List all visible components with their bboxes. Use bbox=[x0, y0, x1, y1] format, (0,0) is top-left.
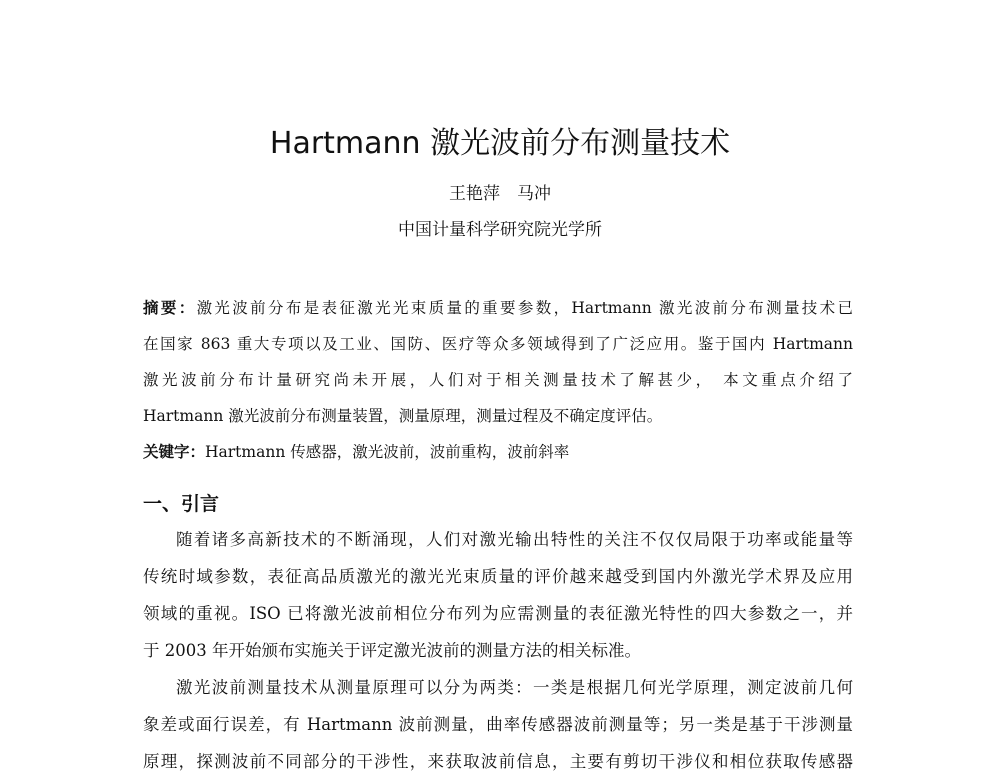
abstract-line: Hartmann 激光波前分布测量装置，测量原理，测量过程及不确定度评估。 bbox=[143, 407, 663, 425]
abstract-block bbox=[143, 290, 853, 434]
keywords-line bbox=[143, 436, 853, 468]
section-body bbox=[143, 521, 853, 771]
section-heading: 一、引言 bbox=[143, 493, 220, 515]
abstract-line bbox=[143, 290, 853, 326]
paragraph-line: 激光波前测量技术从测量原理可以分为两类：一类是根据几何光学原理，测定波前几何 bbox=[176, 678, 853, 697]
paragraph-line: 领域的重视。ISO 已将激光波前相位分布列为应需测量的表征激光特性的四大参数之一，并 bbox=[143, 604, 853, 623]
paragraph-line: 于 2003 年开始颁布实施关于评定激光波前的测量方法的相关标准。 bbox=[143, 641, 641, 660]
paragraph-line: 原理，探测波前不同部分的干涉性，来获取波前信息，主要有剪切干涉仪和相位获取传感器 bbox=[143, 752, 853, 771]
keywords-label: 关键字： bbox=[143, 442, 206, 461]
paper-affiliation: 中国计量科学研究院光学所 bbox=[398, 220, 602, 240]
paper-authors: 王艳萍 马冲 bbox=[449, 184, 551, 204]
abstract-text: 激光波前分布是表征激光光束质量的重要参数，Hartmann 激光波前分布测量技术已 bbox=[196, 299, 853, 317]
paragraph-line: 随着诸多高新技术的不断涌现，人们对激光输出特性的关注不仅仅局限于功率或能量等 bbox=[176, 530, 853, 549]
paragraph-line: 传统时域参数，表征高品质激光的激光光束质量的评价越来越受到国内外激光学术界及应用 bbox=[143, 567, 853, 586]
abstract-line: 在国家 863 重大专项以及工业、国防、医疗等众多领域得到了广泛应用。鉴于国内 Hartmann bbox=[143, 335, 853, 353]
paper-title: Hartmann 激光波前分布测量技术 bbox=[269, 126, 731, 161]
abstract-line: 激光波前分布计量研究尚未开展，人们对于相关测量技术了解甚少， 本文重点介绍了 bbox=[143, 371, 853, 389]
abstract-label: 摘要： bbox=[143, 298, 197, 317]
paragraph-line: 象差或面行误差，有 Hartmann 波前测量，曲率传感器波前测量等；另一类是基于干涉测量 bbox=[143, 715, 853, 734]
keywords-text: Hartmann 传感器，激光波前，波前重构，波前斜率 bbox=[205, 443, 570, 461]
